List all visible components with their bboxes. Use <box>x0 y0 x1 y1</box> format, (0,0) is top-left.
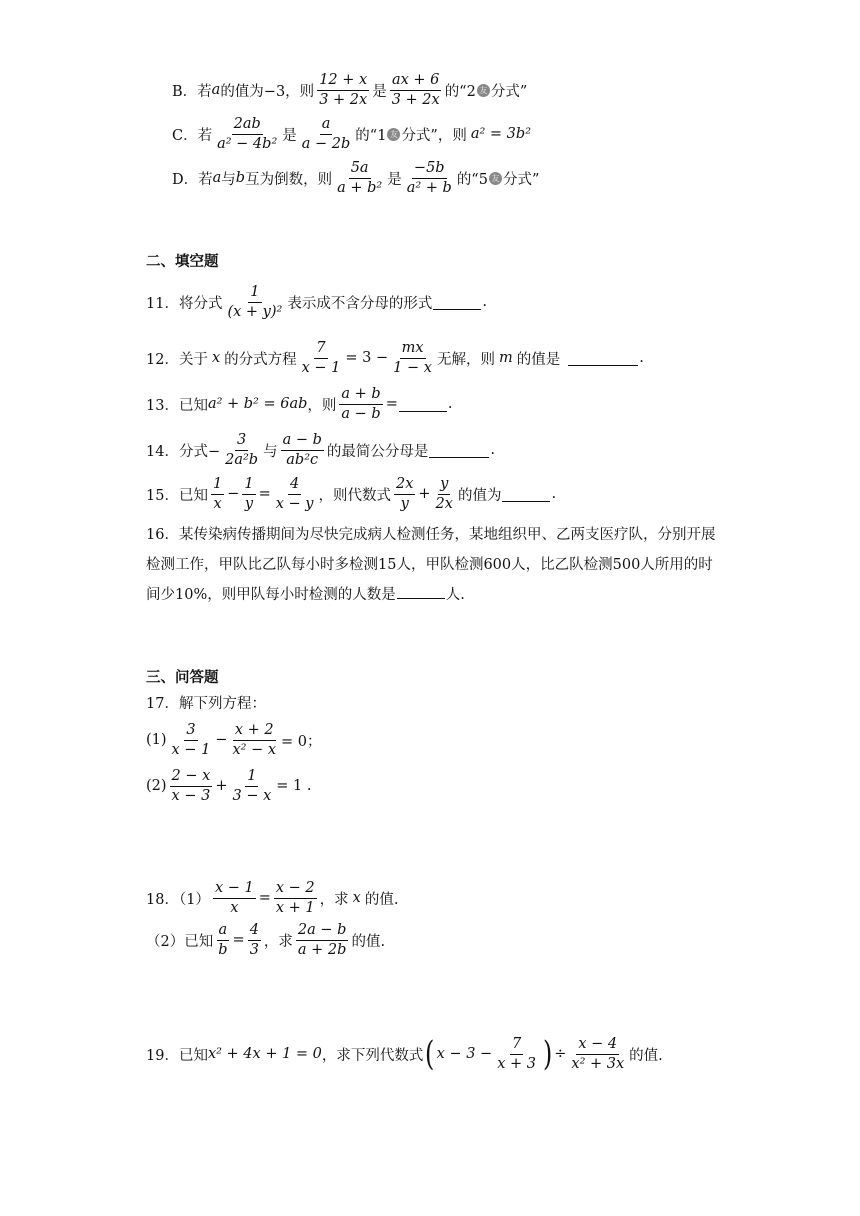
denominator: x² + 3x <box>571 1055 625 1072</box>
fraction <box>248 922 261 958</box>
q17-p2-label: (2) <box>146 778 167 795</box>
fraction <box>215 116 279 152</box>
denominator: 2a²b <box>225 451 259 468</box>
fraction <box>274 476 316 512</box>
option-b-text3b: 分式” <box>490 83 528 100</box>
denominator: b <box>218 941 228 958</box>
answer-blank[interactable] <box>399 397 447 412</box>
stamp-icon: 友 <box>489 172 502 185</box>
q19-end: 的值. <box>629 1047 663 1064</box>
numerator: 12 + x <box>317 72 369 91</box>
numerator: 2a − b <box>296 922 349 941</box>
numerator: 1 <box>211 476 224 495</box>
q14-text1: 与 <box>263 443 278 460</box>
fraction <box>339 386 382 422</box>
denominator: x − y <box>275 495 314 512</box>
q18-p2-end: 的值. <box>351 933 386 950</box>
var-b: b <box>235 170 246 187</box>
fraction <box>390 72 442 108</box>
denominator: x² − x <box>232 741 277 758</box>
question-16 <box>146 520 721 610</box>
numerator: a − b <box>281 432 324 451</box>
q19-expr: x² + 4x + 1 = 0 <box>207 1046 322 1063</box>
q19-label: 19．已知 <box>146 1047 208 1064</box>
q11-label: 11．将分式 <box>146 295 223 312</box>
question-19 <box>146 1034 663 1075</box>
q16-text: 16．某传染病传播期间为尽快完成病人检测任务，某地组织甲、乙两支医疗队，分别开展检测工作，甲队比乙队每小时多检测15人，甲队检测600人，比乙队检测500人所用的时间少10%，则甲队每小时检测的人数是 <box>146 527 716 603</box>
fraction <box>394 476 415 512</box>
fraction <box>213 880 256 916</box>
numerator: 4 <box>288 476 301 495</box>
option-d <box>172 160 539 196</box>
fraction <box>569 1036 626 1072</box>
var-x: x <box>211 350 221 367</box>
fraction <box>434 476 455 512</box>
denominator: y <box>244 495 254 512</box>
option-d-text3b: 分式” <box>502 171 540 188</box>
option-c-prefix: C．若 <box>172 127 213 144</box>
left-paren: ( <box>425 1034 435 1075</box>
q11-end: . <box>482 294 487 311</box>
denominator: 3 − x <box>232 787 272 804</box>
q15-text2: 的值为 <box>457 487 502 504</box>
denominator: 3 <box>249 941 259 958</box>
option-b-text2: 是 <box>372 83 387 100</box>
option-d-text2: 是 <box>387 171 402 188</box>
numerator: 3 <box>184 722 197 741</box>
option-b <box>172 72 527 108</box>
numerator: ax + 6 <box>390 72 441 91</box>
q11-text: 表示成不含分母的形式 <box>287 295 433 312</box>
q17-label: 17．解下列方程： <box>146 696 266 712</box>
numerator: a + b <box>339 386 382 405</box>
denominator: (x + y)² <box>227 303 283 320</box>
question-14 <box>146 432 495 468</box>
fraction <box>230 722 278 758</box>
option-d-text1: 与 <box>221 171 236 188</box>
question-15 <box>146 476 556 512</box>
fraction <box>300 340 343 376</box>
q12-mid: = 3 − <box>345 350 389 367</box>
numerator: 1 <box>248 284 261 303</box>
numerator: 7 <box>314 340 327 359</box>
numerator: a <box>320 116 333 135</box>
q18-p1-eq: = <box>258 890 271 907</box>
question-13 <box>146 386 452 422</box>
q15-end: . <box>551 486 557 503</box>
option-d-text1b: 互为倒数，则 <box>245 171 333 188</box>
question-11 <box>146 284 487 320</box>
option-b-prefix: B．若 <box>172 83 212 100</box>
question-17-part-1 <box>146 722 322 758</box>
answer-blank[interactable] <box>429 443 489 458</box>
denominator: a + 2b <box>297 941 347 958</box>
q14-text2: 的最简公分母是 <box>326 443 429 460</box>
q14-label: 14．分式− <box>146 443 221 460</box>
answer-blank[interactable] <box>502 487 550 502</box>
var-a: a <box>212 170 222 187</box>
fraction <box>230 768 273 804</box>
fraction <box>225 284 284 320</box>
stamp-icon: 友 <box>477 84 490 97</box>
var-a: a <box>211 82 221 99</box>
q17-p2-plus: + <box>215 778 228 795</box>
numerator: a <box>217 922 230 941</box>
option-d-prefix: D．若 <box>172 171 213 188</box>
option-c-text2: 是 <box>282 127 297 144</box>
numerator: 7 <box>510 1036 523 1055</box>
denominator: 3 + 2x <box>391 91 440 108</box>
section-heading-fill: 二、填空题 <box>146 254 219 270</box>
denominator: x <box>230 899 239 916</box>
question-12 <box>146 340 644 376</box>
numerator: y <box>438 476 450 495</box>
question-18-part-1 <box>146 880 398 916</box>
q13-label: 13．已知 <box>146 397 208 414</box>
answer-blank[interactable] <box>433 295 481 310</box>
q12-text3: 的值是 <box>516 351 561 368</box>
fraction <box>281 432 324 468</box>
q13-end: . <box>447 396 453 413</box>
q17-p2-tail: = 1 . <box>276 778 312 795</box>
q15-minus: − <box>227 486 240 503</box>
numerator: 1 <box>245 768 258 787</box>
denominator: x − 1 <box>301 359 341 376</box>
answer-blank[interactable] <box>397 584 445 599</box>
numerator: 2x <box>394 476 415 495</box>
denominator: a² + b <box>406 179 452 196</box>
fraction <box>495 1036 538 1072</box>
numerator: x − 4 <box>576 1036 619 1055</box>
q18-p1-end: 的值. <box>364 891 399 908</box>
denominator: x + 1 <box>275 899 315 916</box>
numerator: 2 − x <box>170 768 213 787</box>
question-17 <box>146 692 266 713</box>
fraction <box>405 160 454 196</box>
q15-label: 15．已知 <box>146 487 208 504</box>
numerator: mx <box>400 340 426 359</box>
q18-p2-text: ，求 <box>263 933 293 950</box>
q16-text2: 人. <box>445 587 465 603</box>
q18-p1-text: ，求 <box>319 891 349 908</box>
fraction <box>335 160 384 196</box>
denominator: x − 1 <box>171 741 211 758</box>
denominator: a − b <box>341 405 381 422</box>
fraction <box>391 340 434 376</box>
q15-eq: = <box>258 486 271 503</box>
q12-text2: 无解，则 <box>436 351 495 368</box>
option-c <box>172 116 531 152</box>
denominator: a − 2b <box>301 135 351 152</box>
denominator: 1 − x <box>393 359 432 376</box>
option-c-text3a: 的“1 <box>355 127 387 144</box>
numerator: 3 <box>235 432 248 451</box>
fraction <box>170 722 213 758</box>
option-d-text3a: 的“5 <box>456 171 488 188</box>
fraction <box>300 116 353 152</box>
denominator: x − 3 <box>171 787 211 804</box>
option-b-text1: 的值为−3，则 <box>220 83 315 100</box>
q14-end: . <box>490 442 495 459</box>
q18-p2-eq: = <box>232 932 245 949</box>
numerator: 1 <box>242 476 255 495</box>
numerator: x + 2 <box>233 722 276 741</box>
denominator: y <box>400 495 409 512</box>
denominator: ab²c <box>286 451 319 468</box>
fraction <box>223 432 260 468</box>
q17-p1-minus: − <box>215 732 228 749</box>
fraction <box>274 880 317 916</box>
q12-end: . <box>639 350 644 367</box>
q15-plus: + <box>418 486 431 503</box>
right-paren: ) <box>542 1034 553 1075</box>
q12-label: 12．关于 <box>146 351 208 368</box>
q19-text1: ，求下列代数式 <box>321 1047 424 1064</box>
question-17-part-2 <box>146 768 311 804</box>
numerator: x − 1 <box>213 880 256 899</box>
var-m: m <box>498 350 513 367</box>
denominator: a + b² <box>337 179 383 196</box>
fraction <box>296 922 349 958</box>
denominator: x <box>213 495 222 512</box>
denominator: x + 3 <box>497 1055 536 1072</box>
q15-text1: ，则代数式 <box>318 487 391 504</box>
numerator: x − 2 <box>274 880 317 899</box>
q13-text1: ，则 <box>307 397 337 414</box>
option-b-text3a: 的“2 <box>444 83 476 100</box>
stamp-icon: 友 <box>387 128 400 141</box>
numerator: −5b <box>412 160 447 179</box>
option-c-text3b: 分式”，则 <box>401 127 467 144</box>
q19-div: ÷ <box>554 1046 567 1063</box>
option-c-tail: a² = 3b² <box>470 126 532 143</box>
answer-blank[interactable] <box>568 351 638 366</box>
var-x: x <box>352 890 361 907</box>
q17-p1-label: (1) <box>146 732 167 749</box>
q19-inner: x − 3 − <box>436 1046 493 1063</box>
q18-p2-label: （2）已知 <box>146 933 214 950</box>
q18-p1-label: 18．（1） <box>146 891 210 908</box>
q13-eq: = <box>385 396 398 413</box>
numerator: 5a <box>349 160 371 179</box>
denominator: 2x <box>435 495 453 512</box>
fraction <box>242 476 255 512</box>
numerator: 2ab <box>232 116 263 135</box>
section-heading-qa: 三、问答题 <box>146 670 219 686</box>
fraction <box>170 768 213 804</box>
q12-text1: 的分式方程 <box>224 351 297 368</box>
denominator: a² − 4b² <box>217 135 278 152</box>
fraction <box>216 922 229 958</box>
q13-expr: a² + b² = 6ab <box>207 396 308 413</box>
numerator: 4 <box>248 922 261 941</box>
fraction <box>317 72 369 108</box>
denominator: 3 + 2x <box>319 91 368 108</box>
question-18-part-2 <box>146 922 385 958</box>
fraction <box>211 476 224 512</box>
q17-p1-tail: = 0； <box>281 733 322 750</box>
